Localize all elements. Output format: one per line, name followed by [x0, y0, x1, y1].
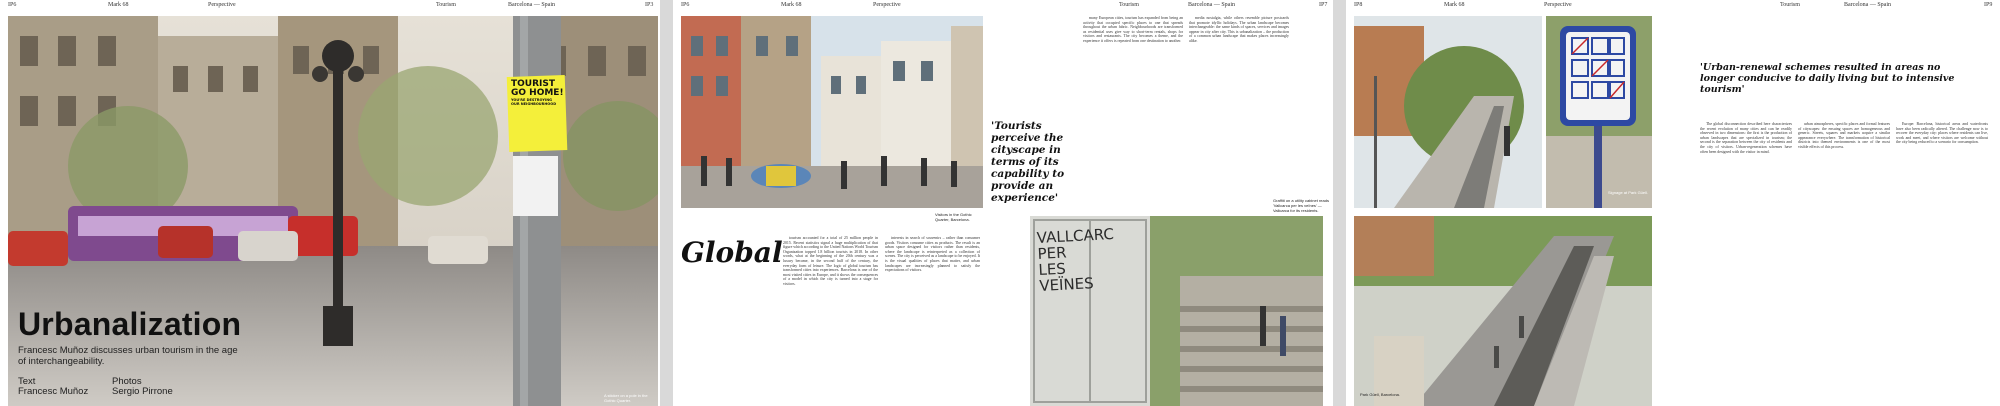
- body-column: many European cities, tourism has expanded from being an activity that occupied specific places to one that spreads throughout the urban fabric. Neighbourhoods are transformed as residential uses give way to short-term rentals, shops for visitors and restaurants. The city becomes a theme, and the experience it offers is repeated from one destination to another.: [1083, 16, 1183, 43]
- credit-text: [18, 377, 88, 397]
- credit-photos: [112, 377, 173, 397]
- place-label: Barcelona — Spain: [508, 2, 555, 8]
- cover-subtitle: Francesc Muñoz discusses urban tourism in the age of interchangeability.: [18, 345, 238, 367]
- escalator-caption: Park Güell, Barcelona.: [1360, 392, 1401, 397]
- credit-photos-name: Sergio Pirrone: [112, 386, 173, 397]
- section-headline: Global: [681, 236, 783, 269]
- cover-spread: [0, 0, 660, 406]
- renewal-spread: [1346, 0, 2000, 406]
- body-column: media nostalgia, while others resemble picture postcards that promote idyllic holidays. The urban landscape becomes interchangeable: the same kinds of spaces, services and images appear in city after city. This is urbanalization – the production of a common urban landscape that makes places increasingly alike.: [1189, 16, 1289, 43]
- body-column: tourism accounted for a total of 25 million people in 2015. Recent statistics signal a huge multiplication of that figure which according to the United Nations World Tourism Organization topped 1.8 billion tourists in 2018. In other words, what at the beginning of the 20th century was a luxury became, in the second half of the century, the everyday form of leisure. The logic of global tourism has transformed cities into experiences. Barcelona is one of the most visited cities in Europe, and it shows the consequences of a model in which the city is turned into a stage for visitors.: [783, 236, 878, 286]
- page-number-left: IP8: [1354, 2, 1363, 8]
- sign-caption: Signage at Park Güell.: [1608, 190, 1649, 195]
- place-label: Barcelona — Spain: [1188, 2, 1235, 8]
- topic-label: Tourism: [436, 2, 456, 8]
- section-label: Perspective: [1544, 2, 1572, 8]
- topic-label: Tourism: [1119, 2, 1139, 8]
- page-number-left: IP6: [8, 2, 17, 8]
- page-number-right: IP3: [645, 2, 654, 8]
- body-column: interests in search of souvenirs – rather than consumer goods. Visitors consume cities as products. The result is an urban space designed for visitors rather than residents, where the landscape is reinterpreted as a collection of scenes. The city is perceived as a landscape to be enjoyed. It is the visual qualities of places that matter, and urban landscapes are increasingly planned to satisfy the expectations of visitors.: [885, 236, 980, 273]
- escalator-photo: [1354, 216, 1652, 406]
- credit-photos-label: Photos: [112, 376, 142, 387]
- section-label: Perspective: [873, 2, 901, 8]
- running-head: [673, 2, 1333, 12]
- credit-text-name: Francesc Muñoz: [18, 386, 89, 397]
- section-label: Perspective: [208, 2, 236, 8]
- page-number-right: IP7: [1319, 2, 1328, 8]
- graffiti-text: VALLCARC PER LES VEÏNES: [1036, 225, 1115, 295]
- pole-caption: A sticker on a pole in the Gothic Quarter.: [604, 393, 648, 403]
- issue-label: Mark 68: [781, 2, 802, 8]
- page-number-left: IP6: [681, 2, 690, 8]
- signpost-photo: [1546, 16, 1652, 208]
- cover-title: Urbanalization: [18, 306, 242, 342]
- body-column: urban atmospheres, specific places and formal features of cityscapes: the ensuing spaces are homogeneous and generic. Streets, squares and markets acquire a similar appearance everywhere. The transformation of historical districts into themed environments is one of the most visible effects of this process.: [1798, 122, 1890, 149]
- pull-quote: 'Urban-renewal schemes resulted in areas no longer conducive to daily living but to intensive tourism': [1700, 62, 1955, 95]
- issue-label: Mark 68: [1444, 2, 1465, 8]
- pull-quote: 'Tourists perceive the cityscape in terms of its capability to provide an experience': [991, 120, 1065, 204]
- hillside-photo: [1354, 16, 1542, 208]
- credit-text-label: Text: [18, 376, 36, 387]
- gothic-quarter-photo: [681, 16, 983, 208]
- running-head: [1346, 2, 2000, 12]
- place-label: Barcelona — Spain: [1844, 2, 1891, 8]
- body-column: The global disconnection described here characterizes the recent evolution of many cities and can be readily observed in two dimensions: the first is the production of urban landscapes that are specialized in tourism; the second is the separation between the city of residents and the city of visitors. Urban-regeneration schemes have often been designed with the visitor in mind.: [1700, 122, 1792, 154]
- sticker-text: TOURIST GO HOME! YOU'RE DESTROYING OUR NEIGHBOURHOOD: [511, 79, 564, 106]
- global-spread: [673, 0, 1333, 406]
- body-column: Europe: Barcelona, historical areas and waterfronts have also been radically altered. The challenge now is to recover the everyday city: places where residents can live, work and meet, and where visitors are welcome without the city being reduced to a scenario for consumption.: [1896, 122, 1988, 145]
- graffiti-caption: Graffiti on a utility cabinet reads 'Vallcarca per les veïnes' — Vallcarca for its residents.: [1273, 198, 1329, 213]
- issue-label: Mark 68: [108, 2, 129, 8]
- running-head: [0, 2, 660, 12]
- page-number-right: IP9: [1984, 2, 1993, 8]
- topic-label: Tourism: [1780, 2, 1800, 8]
- street-caption: Visitors in the Gothic Quarter, Barcelona.: [935, 212, 972, 222]
